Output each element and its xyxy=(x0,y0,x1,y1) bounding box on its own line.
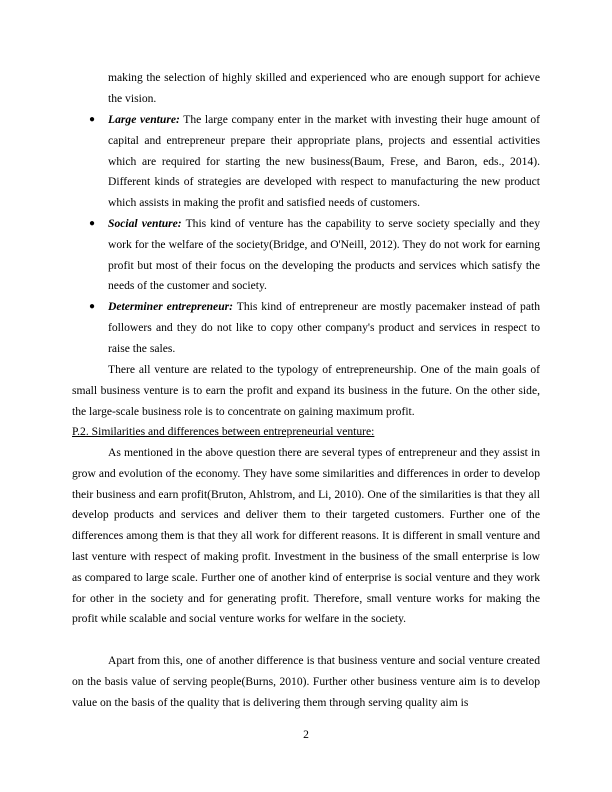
bullet-term: Determiner entrepreneur: xyxy=(108,300,234,313)
bullet-icon: ● xyxy=(89,114,96,125)
bullet-icon: ● xyxy=(89,218,96,229)
bullet-term: Large venture: xyxy=(108,113,180,126)
bullet-icon: ● xyxy=(89,301,96,312)
bullet-text: This kind of venture has the capability to serve society specially and they work for the welfare of the society(Bridge, and O'Neill, 2012). They do not work for earning profit but most of their focus on the developing the products and services which satisfy the needs of the customer and society. xyxy=(108,217,540,293)
bullet-text: This kind of entrepreneur are mostly pacemaker instead of path followers and they do not like to copy other company's product and services in respect to raise the sales. xyxy=(108,300,541,355)
continuation-text: making the selection of highly skilled and experienced who are enough support for achieve the vision. xyxy=(108,71,540,105)
page-number: 2 xyxy=(303,728,309,741)
bullet-item-social-venture xyxy=(89,214,540,297)
paragraph-typology: There all venture are related to the typology of entrepreneurship. One of the main goals of small business venture is to earn the profit and expand its business in the future. On the other side, the large-scale business role is to concentrate on gaining maximum profit. xyxy=(72,363,540,418)
paragraph-similarities: As mentioned in the above question there are several types of entrepreneur and they assist in grow and evolution of the economy. They have some similarities and differences in order to develop their business and earn profit(Bruton, Ahlstrom, and Li, 2010). One of the similarities is that they all develop products and services and deliver them to their targeted customers. Further one of the differences among them is that they all work for different reasons. It is different in small venture and last venture with respect of making profit. Investment in the business of the small enterprise is low as compared to large scale. Further one of another kind of enterprise is social venture and they work for other in the society and for generating profit. Therefore, small venture works for making the profit while scalable and social venture works for welfare in the society. xyxy=(72,446,540,626)
bullet-item-determiner-entrepreneur xyxy=(89,297,541,359)
bullet-item-large-venture xyxy=(89,110,540,214)
bullet-text: The large company enter in the market with investing their huge amount of capital and entrepreneur prepare their appropriate plans, projects and essential activities which are required for starting the new business(Baum, Frese, and Baron, eds., 2014). Different kinds of strategies are developed with respect to manufacturing the new product which assists in making the profit and satisfied needs of customers. xyxy=(108,113,540,210)
paragraph-differences: Apart from this, one of another difference is that business venture and social venture created on the basis value of serving people(Burns, 2010). Further other business venture aim is to develop value on the basis of the quality that is delivering them through serving quality aim is xyxy=(72,654,540,709)
section-heading: P.2. Similarities and differences between entrepreneurial venture: xyxy=(72,425,375,438)
bullet-term: Social venture: xyxy=(108,217,182,230)
